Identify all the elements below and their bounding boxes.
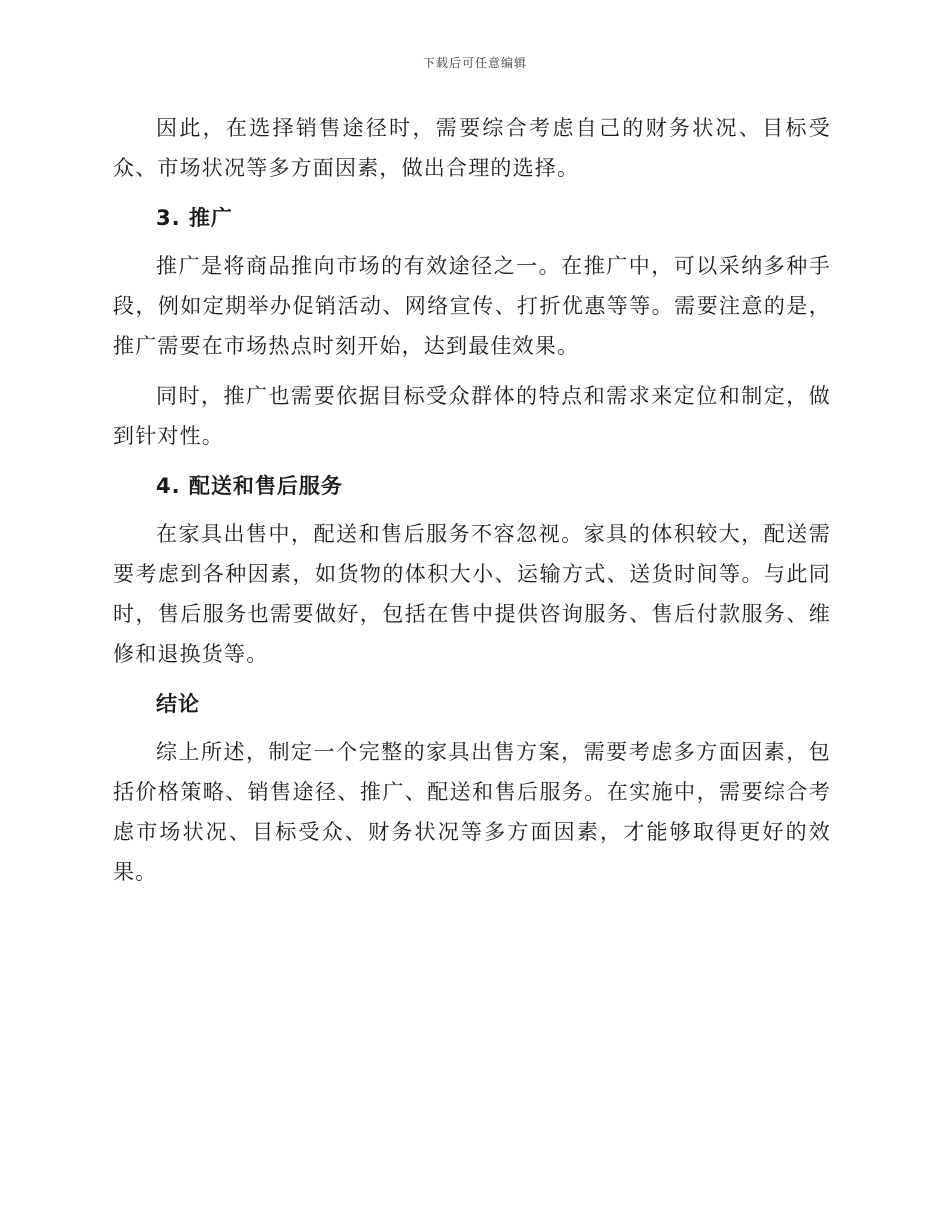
section-heading-conclusion: 结论	[156, 692, 200, 716]
section-heading-promotion: 3. 推广	[156, 206, 233, 230]
paragraph-promotion-targeting: 同时，推广也需要依据目标受众群体的特点和需求来定位和制定，做到针对性。	[113, 384, 831, 448]
header-note: 下载后可任意编辑	[422, 56, 527, 70]
paragraph-delivery-service: 在家具出售中，配送和售后服务不容忽视。家具的体积较大，配送需要考虑到各种因素，如货物的体积大小、运输方式、送货时间等。与此同时，售后服务也需要做好，包括在售中提供咨询服务、售后付款服务、维修和退换货等。	[113, 522, 831, 666]
paragraph-promotion: 推广是将商品推向市场的有效途径之一。在推广中，可以采纳多种手段，例如定期举办促销活动、网络宣传、打折优惠等等。需要注意的是，推广需要在市场热点时刻开始，达到最佳效果。	[113, 254, 831, 358]
paragraph-conclusion: 综上所述，制定一个完整的家具出售方案，需要考虑多方面因素，包括价格策略、销售途径、推广、配送和售后服务。在实施中，需要综合考虑市场状况、目标受众、财务状况等多方面因素，才能够取得更好的效果。	[113, 740, 831, 884]
document-body	[113, 108, 831, 902]
section-heading-delivery-service: 4. 配送和售后服务	[156, 474, 343, 498]
paragraph-sales-channel-conclusion: 因此，在选择销售途径时，需要综合考虑自己的财务状况、目标受众、市场状况等多方面因素，做出合理的选择。	[113, 116, 831, 180]
